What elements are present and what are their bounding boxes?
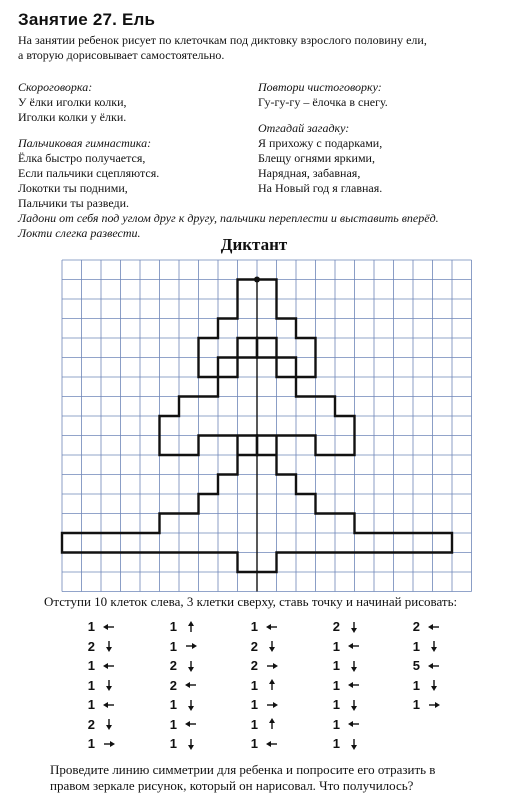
finger-gym-note: Локти слегка развести. xyxy=(18,226,141,240)
arrow-right-icon xyxy=(185,640,197,652)
dictation-step xyxy=(248,734,278,754)
step-count: 2 xyxy=(87,716,95,732)
arrow-left-icon xyxy=(348,718,360,730)
step-count: 1 xyxy=(250,697,258,713)
arrow-left-icon xyxy=(185,718,197,730)
arrow-down-icon xyxy=(266,640,278,652)
dictation-step xyxy=(330,715,360,735)
riddle-label: Отгадай загадку: xyxy=(258,121,350,135)
riddle-line: Нарядная, забавная, xyxy=(258,166,361,180)
step-count: 5 xyxy=(412,658,420,674)
dictation-step xyxy=(410,617,440,637)
dictation-step xyxy=(330,617,360,637)
step-count: 1 xyxy=(169,638,177,654)
arrow-left-icon xyxy=(185,679,197,691)
step-count: 2 xyxy=(87,638,95,654)
step-count: 1 xyxy=(332,658,340,674)
step-count: 1 xyxy=(87,736,95,752)
riddle-line: Я прихожу с подарками, xyxy=(258,136,383,150)
arrow-left-icon xyxy=(348,640,360,652)
outro-text xyxy=(50,762,435,794)
step-count: 1 xyxy=(332,736,340,752)
arrow-down-icon xyxy=(348,699,360,711)
step-count: 2 xyxy=(332,619,340,635)
arrow-left-icon xyxy=(103,699,115,711)
arrow-left-icon xyxy=(266,738,278,750)
step-count: 1 xyxy=(250,716,258,732)
step-count: 1 xyxy=(87,697,95,713)
finger-gym-line: Ёлка быстро получается, xyxy=(18,151,146,165)
arrow-right-icon xyxy=(103,738,115,750)
dictation-step xyxy=(248,676,278,696)
dictation-step xyxy=(167,656,197,676)
dictation-step xyxy=(167,617,197,637)
step-count: 1 xyxy=(87,677,95,693)
dictation-column xyxy=(85,617,115,754)
arrow-down-icon xyxy=(428,640,440,652)
dictation-step xyxy=(410,695,440,715)
arrow-down-icon xyxy=(185,699,197,711)
riddle-line: На Новый год я главная. xyxy=(258,181,383,195)
pure-talk-line: Гу-гу-гу – ёлочка в снегу. xyxy=(258,95,388,109)
step-count: 1 xyxy=(169,736,177,752)
finger-gym-line: Локотки ты подними, xyxy=(18,181,128,195)
step-count: 1 xyxy=(332,697,340,713)
step-count: 2 xyxy=(169,658,177,674)
arrow-right-icon xyxy=(428,699,440,711)
arrow-down-icon xyxy=(103,679,115,691)
arrow-down-icon xyxy=(348,738,360,750)
dictation-step xyxy=(330,656,360,676)
step-count: 1 xyxy=(412,638,420,654)
dictation-step xyxy=(410,637,440,657)
dictation-instruction: Отступи 10 клеток слева, 3 клетки сверху, ставь точку и начинай рисовать: xyxy=(44,594,458,609)
tongue-twister-line: Иголки колки у ёлки. xyxy=(18,110,127,124)
arrow-left-icon xyxy=(428,621,440,633)
intro-line: а вторую дорисовывает самостоятельно. xyxy=(18,48,225,62)
dictation-step xyxy=(248,695,278,715)
dictation-step xyxy=(167,734,197,754)
step-count: 1 xyxy=(332,638,340,654)
riddle-line: Блещу огнями яркими, xyxy=(258,151,375,165)
dictation-step xyxy=(167,676,197,696)
dictation-step xyxy=(410,656,440,676)
dictation-step xyxy=(85,656,115,676)
dictation-step xyxy=(167,715,197,735)
dictation-column xyxy=(167,617,197,754)
intro-line: На занятии ребенок рисует по клеточкам под диктовку взрослого половину ели, xyxy=(18,33,427,47)
arrow-down-icon xyxy=(348,660,360,672)
start-dot xyxy=(254,277,260,283)
step-count: 1 xyxy=(169,716,177,732)
step-count: 1 xyxy=(87,619,95,635)
pure-talk-label: Повтори чистоговорку: xyxy=(258,80,382,94)
dictation-step xyxy=(248,617,278,637)
tongue-twister-line: У ёлки иголки колки, xyxy=(18,95,127,109)
dictation-column xyxy=(248,617,278,754)
dictation-step xyxy=(167,637,197,657)
dictation-step xyxy=(330,734,360,754)
step-count: 2 xyxy=(412,619,420,635)
arrow-left-icon xyxy=(103,621,115,633)
step-count: 1 xyxy=(412,677,420,693)
arrow-down-icon xyxy=(185,660,197,672)
dictation-step xyxy=(330,695,360,715)
finger-gym-line: Пальчики ты разведи. xyxy=(18,196,130,210)
dictation-step xyxy=(248,715,278,735)
arrow-down-icon xyxy=(103,640,115,652)
dictation-step xyxy=(330,637,360,657)
arrow-right-icon xyxy=(266,699,278,711)
arrow-left-icon xyxy=(103,660,115,672)
step-count: 1 xyxy=(332,677,340,693)
dictation-step xyxy=(330,676,360,696)
dictation-title: Диктант xyxy=(220,235,288,254)
dictation-step xyxy=(167,695,197,715)
arrow-left-icon xyxy=(348,679,360,691)
dictation-step xyxy=(410,676,440,696)
page-title: Занятие 27. Ель xyxy=(18,10,156,29)
dictation-step xyxy=(85,695,115,715)
dictation-step xyxy=(85,715,115,735)
dictation-step xyxy=(248,637,278,657)
step-count: 1 xyxy=(412,697,420,713)
outro-line: Проведите линию симметрии для ребенка и попросите его отразить в xyxy=(50,762,436,777)
arrow-down-icon xyxy=(185,738,197,750)
dictation-step xyxy=(85,734,115,754)
arrow-up-icon xyxy=(266,679,278,691)
tongue-twister-label: Скороговорка: xyxy=(18,80,93,94)
step-count: 1 xyxy=(250,736,258,752)
arrow-down-icon xyxy=(428,679,440,691)
step-count: 1 xyxy=(332,716,340,732)
arrow-down-icon xyxy=(103,718,115,730)
finger-gym-label: Пальчиковая гимнастика: xyxy=(18,136,152,150)
arrow-up-icon xyxy=(266,718,278,730)
arrow-left-icon xyxy=(428,660,440,672)
step-count: 2 xyxy=(250,658,258,674)
arrow-left-icon xyxy=(266,621,278,633)
dictation-step xyxy=(85,617,115,637)
outro-line: правом зеркале рисунок, который он нарисовал. Что получилось? xyxy=(50,778,414,793)
dictation-column xyxy=(410,617,440,715)
arrow-right-icon xyxy=(266,660,278,672)
step-count: 1 xyxy=(250,677,258,693)
step-count: 2 xyxy=(250,638,258,654)
step-count: 1 xyxy=(87,658,95,674)
dictation-step xyxy=(248,656,278,676)
arrow-up-icon xyxy=(185,621,197,633)
arrow-down-icon xyxy=(348,621,360,633)
step-count: 1 xyxy=(250,619,258,635)
step-count: 1 xyxy=(169,619,177,635)
step-count: 2 xyxy=(169,677,177,693)
finger-gym-note: Ладони от себя под углом друг к другу, пальчики переплести и выставить вперёд. xyxy=(18,211,439,225)
dictation-column xyxy=(330,617,360,754)
finger-gym-line: Если пальчики сцепляются. xyxy=(18,166,160,180)
dictation-step xyxy=(85,676,115,696)
dictation-step xyxy=(85,637,115,657)
step-count: 1 xyxy=(169,697,177,713)
